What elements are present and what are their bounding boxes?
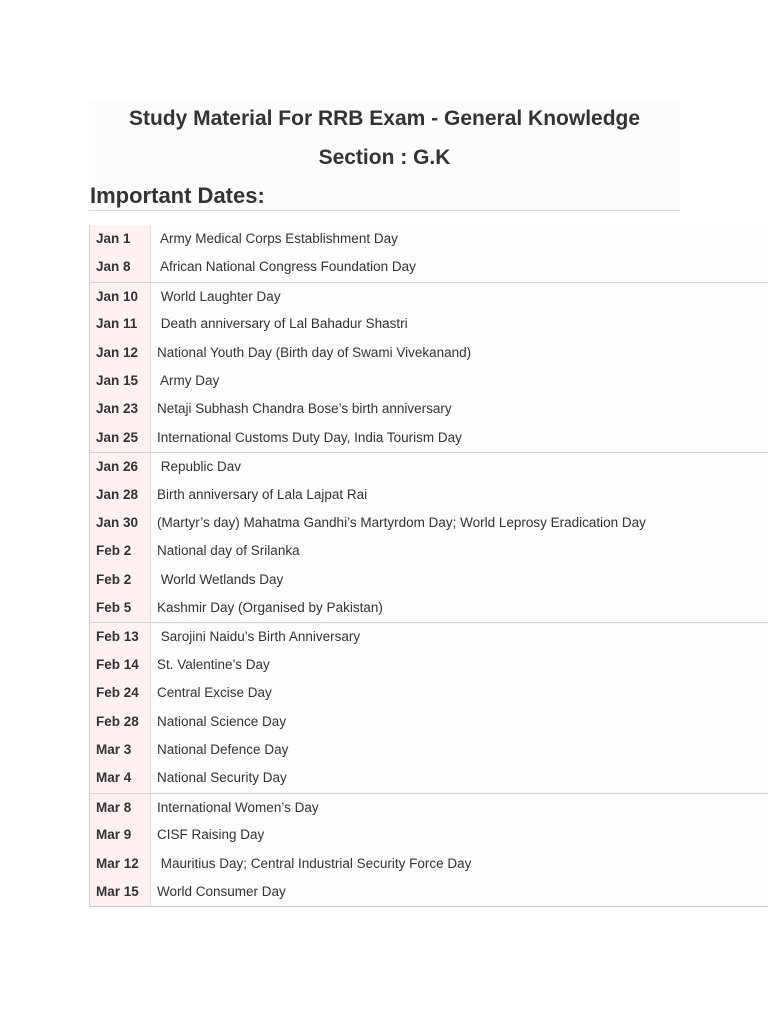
table-row [90, 651, 768, 679]
date-cell: Mar 3 [90, 736, 151, 764]
event-cell: World Consumer Day [152, 878, 768, 906]
table-row [90, 878, 768, 906]
event-cell: Army Day [152, 367, 768, 395]
date-cell: Feb 13 [90, 623, 151, 650]
event-cell: National Youth Day (Birth day of Swami Vivekanand) [152, 339, 768, 367]
date-cell: Feb 2 [90, 537, 151, 565]
date-cell: Feb 14 [90, 651, 151, 679]
event-cell: International Women’s Day [152, 794, 768, 821]
date-cell: Jan 26 [90, 453, 151, 480]
event-cell: CISF Raising Day [152, 821, 768, 849]
document-title: Study Material For RRB Exam - General Knowledge [128, 107, 641, 130]
table-row [90, 395, 768, 423]
date-cell: Mar 15 [90, 878, 151, 906]
event-cell: National Security Day [152, 764, 768, 792]
table-row [90, 424, 768, 452]
table-row [90, 367, 768, 395]
event-cell: National Defence Day [152, 736, 768, 764]
table-row [90, 679, 768, 707]
table-row [90, 339, 768, 367]
date-cell: Jan 25 [90, 424, 151, 452]
table-row [90, 708, 768, 736]
table-row [90, 821, 768, 849]
event-cell: Kashmir Day (Organised by Pakistan) [152, 594, 768, 622]
date-cell: Mar 4 [90, 764, 151, 792]
date-cell: Feb 2 [90, 566, 151, 594]
event-cell: (Martyr’s day) Mahatma Gandhi’s Martyrdom Day; World Leprosy Eradication Day [152, 509, 768, 537]
event-cell: Birth anniversary of Lala Lajpat Rai [152, 481, 768, 509]
date-cell: Feb 24 [90, 679, 151, 707]
document-header [89, 100, 680, 211]
table-row [90, 594, 768, 622]
date-cell: Jan 11 [90, 310, 151, 338]
important-dates-table [89, 225, 768, 907]
event-cell: African National Congress Foundation Day [152, 253, 768, 281]
event-cell: World Laughter Day [152, 283, 768, 310]
event-cell: National Science Day [152, 708, 768, 736]
date-cell: Mar 12 [90, 850, 151, 878]
table-row [90, 481, 768, 509]
important-dates-heading: Important Dates: [90, 183, 265, 208]
date-cell: Jan 23 [90, 395, 151, 423]
event-cell: Sarojini Naidu’s Birth Anniversary [152, 623, 768, 650]
event-cell: St. Valentine’s Day [152, 651, 768, 679]
event-cell: Netaji Subhash Chandra Bose’s birth anniversary [152, 395, 768, 423]
table-row [90, 225, 768, 253]
table-row [90, 850, 768, 878]
date-cell: Jan 1 [90, 225, 151, 253]
table-row [90, 253, 768, 281]
date-cell: Jan 30 [90, 509, 151, 537]
event-cell: World Wetlands Day [152, 566, 768, 594]
table-row [90, 509, 768, 537]
table-row [90, 793, 768, 821]
date-cell: Jan 12 [90, 339, 151, 367]
table-row [90, 537, 768, 565]
event-cell: Mauritius Day; Central Industrial Security Force Day [152, 850, 768, 878]
date-cell: Jan 15 [90, 367, 151, 395]
section-label: Section : G.K [318, 146, 451, 169]
table-row [90, 736, 768, 764]
event-cell: National day of Srilanka [152, 537, 768, 565]
date-cell: Feb 28 [90, 708, 151, 736]
date-cell: Jan 10 [90, 283, 151, 310]
date-cell: Jan 28 [90, 481, 151, 509]
date-cell: Feb 5 [90, 594, 151, 622]
table-row [90, 452, 768, 480]
event-cell: Central Excise Day [152, 679, 768, 707]
table-row [90, 282, 768, 310]
date-cell: Mar 8 [90, 794, 151, 821]
table-row [90, 310, 768, 338]
date-cell: Jan 8 [90, 253, 151, 281]
table-row [90, 764, 768, 792]
event-cell: Army Medical Corps Establishment Day [152, 225, 768, 253]
table-row [90, 566, 768, 594]
date-cell: Mar 9 [90, 821, 151, 849]
table-row [90, 622, 768, 650]
event-cell: Death anniversary of Lal Bahadur Shastri [152, 310, 768, 338]
event-cell: Republic Dav [152, 453, 768, 480]
event-cell: International Customs Duty Day, India Tourism Day [152, 424, 768, 452]
